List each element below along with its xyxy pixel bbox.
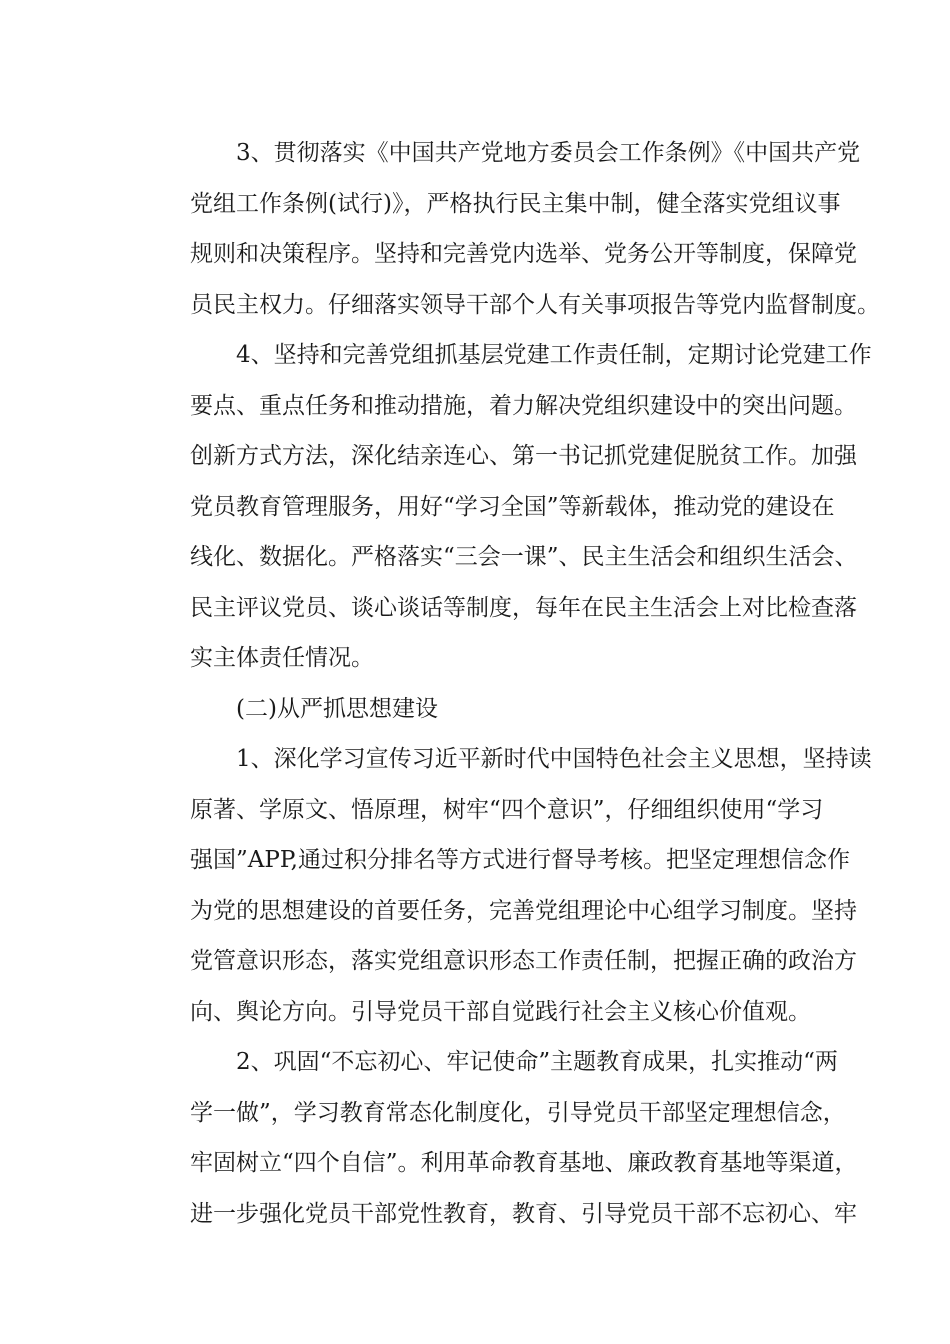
document-body [144,128,880,1239]
paragraph-item-4 [144,330,872,684]
section-heading [144,684,808,735]
text-line: 党管意识形态，落实党组意识形态工作责任制，把握正确的政治方 [190,948,857,974]
text-line: 民主评议党员、谈心谈话等制度，每年在民主生活会上对比检查落 [190,594,857,621]
text-line: 实主体责任情况。 [190,645,374,671]
text-line: 1、深化学习宣传习近平新时代中国特色社会主义思想，坚持读 [236,746,872,772]
text-line: 2、巩固“不忘初心、牢记使命”主题教育成果，扎实推动“两 [236,1049,838,1075]
text-line: 进一步强化党员干部党性教育，教育、引导党员干部不忘初心、牢 [190,1200,857,1227]
section-heading-text: (二)从严抓思想建设 [236,695,438,722]
text-line: 向、舆论方向。引导党员干部自觉践行社会主义核心价值观。 [190,998,811,1025]
text-line: 创新方式方法，深化结亲连心、第一书记抓党建促脱贫工作。加强 [190,443,857,469]
text-line: 强国”APP,通过积分排名等方式进行督导考核。把坚定理想信念作 [190,847,850,873]
text-line: 原著、学原文、悟原理，树牢“四个意识”，仔细组织使用“学习 [190,796,824,823]
text-line: 规则和决策程序。坚持和完善党内选举、党务公开等制度，保障党 [190,241,857,267]
text-line: 员民主权力。仔细落实领导干部个人有关事项报告等党内监督制度。 [190,291,880,318]
text-line: 3、贯彻落实《中国共产党地方委员会工作条例》《中国共产党 [236,140,861,166]
text-line: 4、坚持和完善党组抓基层党建工作责任制，定期讨论党建工作 [236,342,872,368]
text-line: 学一做”，学习教育常态化制度化，引导党员干部坚定理想信念， [190,1099,846,1126]
text-line: 为党的思想建设的首要任务，完善党组理论中心组学习制度。坚持 [190,897,857,924]
paragraph-item-1 [144,734,872,1037]
text-line: 党组工作条例(试行)》，严格执行民主集中制，健全落实党组议事 [190,190,841,217]
paragraph-item-2 [144,1037,858,1239]
paragraph-item-3 [144,128,880,330]
text-line: 要点、重点任务和推动措施，着力解决党组织建设中的突出问题。 [190,392,857,419]
text-line: 线化、数据化。严格落实“三会一课”、民主生活会和组织生活会、 [190,544,858,570]
text-line: 党员教育管理服务，用好“学习全国”等新载体，推动党的建设在 [190,493,835,520]
text-line: 牢固树立“四个自信”。利用革命教育基地、廉政教育基地等渠道， [190,1150,858,1176]
